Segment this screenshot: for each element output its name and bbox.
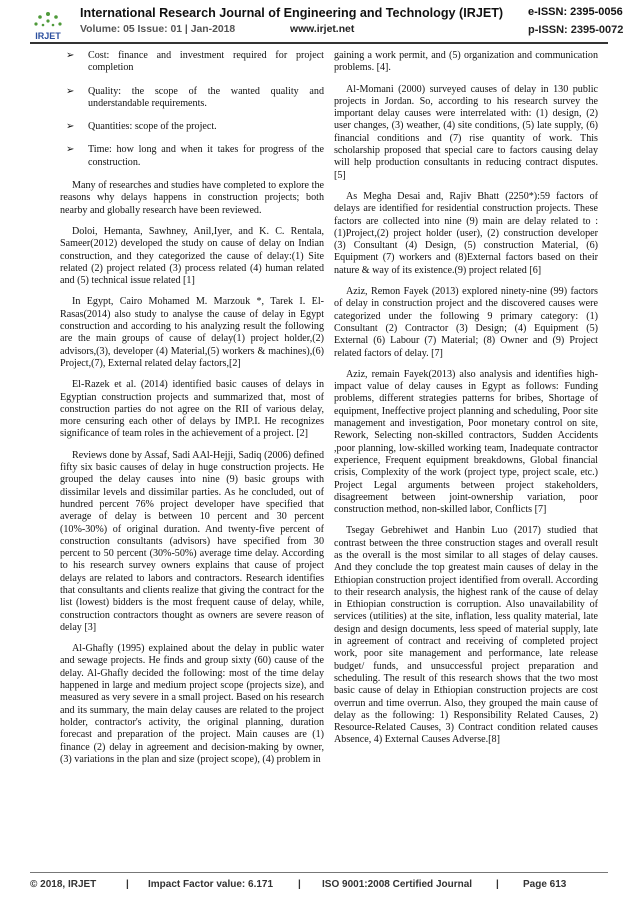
arrow-bullet-icon: ➢ (66, 50, 75, 61)
volume-issue: Volume: 05 Issue: 01 | Jan-2018 (80, 24, 236, 35)
header-divider (30, 42, 608, 44)
arrow-bullet-icon: ➢ (66, 85, 75, 97)
footer-separator: | (298, 879, 301, 890)
footer-separator: | (126, 879, 129, 890)
bullet-item (60, 121, 324, 133)
paragraph: Al-Momani (2000) surveyed causes of delay in 130 public projects in Jordan. So, according to his research survey the important delay causes were interrelated with: (1) design, (2) user changes, (3) weather, (4) site conditions, (5) late supply, (6) financial conditions and (7) rise quantity of work. This scholarship proposed that special care to factors causing delay will help production consultants in reducing contract disputes. [5] (334, 83, 598, 181)
logo-text: IRJET (35, 31, 61, 41)
bullet-item (60, 86, 324, 111)
bullet-text: Cost: finance and investment required for project completion (88, 50, 324, 74)
website-link[interactable]: www.irjet.net (290, 24, 355, 35)
iso-certification: ISO 9001:2008 Certified Journal (322, 879, 473, 890)
paragraph: Reviews done by Assaf, Sadi AAl-Hejji, Sadiq (2006) defined fifty six basic causes of delay in huge construction projects. He grouped the delay causes into nine (9) basic groups with dissimilar levels and dissimilar parties. As he concluded, out of hundred percent 76% project developer have specified that average of delay is between 10 percent and 30 percent (10%-30%) of original duration. And twenty-five percent of construction consultants (advisors) have specified from 30 percent to 50 percent (30%-50%) average time delay. According to his research survey owners explains that cause of project delays are related to labors and contractors. Research identifies that consultants and clients realize that giving the contract for the list (lowest) bidders is the most frequent cause of delay, while, construction contractors thought as owners are severe reason of delay [3] (60, 449, 324, 633)
paragraph-continued: gaining a work permit, and (5) organization and communication problems. [4]. (334, 50, 598, 74)
paragraph: Al-Ghafly (1995) explained about the delay in public water and sewage projects. He finds and group sixty (60) cause of the delay. Al-Ghafly decided the following: most of the time delay happened in large and medium project scope (projects size), and measured as very severe in a small project. Based on his research and its summary, the main delay causes are related to the project holder, contractor's activity, the original planning, duration forecast and preparation of the project. Main causes are (1) finance (2) delay in agreement and decision-making by owner, (3) variations in the plan and size (project scope), (4) problem in (60, 643, 324, 765)
copyright: © 2018, IRJET (30, 879, 97, 890)
paragraph: Many of researches and studies have completed to explore the reasons why delays happens in construction projects; both nearby and globally research have been reviewed. (60, 180, 324, 216)
journal-title-row (80, 6, 623, 20)
page-number: Page 613 (523, 879, 567, 890)
arrow-bullet-icon: ➢ (66, 144, 75, 156)
paragraph: In Egypt, Cairo Mohamed M. Marzouk *, Tarek I. El-Rasas(2014) also study to analyse the cause of delay in Egypt construction and according to his analyzing result the following are the main groups of cause of delay(1) project holder,(2) advisors,(3), developer (4) Material,(5) workers & machines),(6) Project,(7), External related delay factors,[2] (60, 296, 324, 369)
paragraph: El-Razek et al. (2014) identified basic causes of delays in Egyptian construction projects and summarized that, most of construction parties do not agree on the RII of various delay, more censuring each other of delays by IMP.I. He recognizes significance of team roles in the achievement of a project. [2] (60, 379, 324, 440)
journal-subtitle-row (80, 24, 624, 36)
bullet-text: Quality: the scope of the wanted quality and understandable requirements. (88, 85, 324, 109)
journal-name: International Research Journal of Engineering and Technology (IRJET) (80, 6, 504, 20)
bullet-item (60, 50, 324, 75)
bullet-text: Time: how long and when it takes for progress of the construction. (88, 144, 324, 168)
irjet-logo (30, 10, 66, 44)
footer-separator: | (496, 879, 499, 890)
impact-factor: Impact Factor value: 6.171 (148, 879, 274, 890)
paragraph: Aziz, remain Fayek(2013) also analysis and identifies high-impact value of delay causes in Egypt as follows: Funding problems, different strategies patterns for bribes, Shortage of equipment, Ineffective project planning and scheduling, Poor site management and investigation, Poor monetary control on site, Rework, Selecting non-skilled contractors, Sudden Accidents ,poor planning, low-skilled working team, Inadequate contractor experience, Frequent equipment breakdowns, Global financial crisis, Complexity of the work (project type, project scale, etc.) Project Legal arguments between project stakeholders, disagreement between joint-ownership variation, poor construction method, non-skilled labor, Conflicts [7] (334, 368, 598, 516)
bullet-text: Quantities: scope of the project. (88, 121, 217, 133)
paragraph: Doloi, Hemanta, Sawhney, Anil,Iyer, and K. C. Rentala, Sameer(2012) developed the study on cause of delay on Indian construction, and they categorized the cause of delay:(1) Site related (2) project related (3) process related (4) human related and (5) technical issue related [1] (60, 225, 324, 287)
footer-divider (30, 872, 608, 873)
paragraph: Aziz, Remon Fayek (2013) explored ninety-nine (99) factors of delay in construction project and the discovered causes were categorized under the following 9 primary category: (1) Consultant (2) Contractor (3) Design; (4) Equipment (5) External (6) Labour (7) Material; (8) Owner and (9) Project related factors of delay. [7] (334, 286, 598, 359)
bullet-item (60, 144, 324, 169)
left-column (60, 50, 324, 775)
right-column (334, 50, 598, 756)
p-issn: p-ISSN: 2395-0072 (528, 24, 624, 36)
paragraph: As Megha Desai and, Rajiv Bhatt (2250*):59 factors of delays are identified for residential construction projects. These factors are collected into nine (9) main are delay related to : (1)Project,(2) project holder (user), (2) construction developer (3) Consultant (4) Design, (5) construction Material, (6) Equipment (7) workers and (8)External factors based on their nature & way of its existence.(9) project related [6] (334, 190, 598, 276)
paragraph: Tsegay Gebrehiwet and Hanbin Luo (2017) studied that contrast between the three construction stages and overall result as the overall is the most similar to all stages of delay causes. And they conclude the top greatest main causes of delay in the Ethiopian construction project identified from overall. According to their research analysis, the highest rank of the cause of delay in Ethiopian construction is corruption. Also unavailability of services (utilities) at the site, inflation, less quality material, late design and design documents, less speed of material supply, late in agreement of contract and receiving of completed project work, poor site management and performance, late release budget/ funds, and unsuccessful project preparation and scheduling. The result of this research shows that the two most basic cause of delay in Ethiopian construction projects are cost overrun and time overrun. Also, they grouped the main cause of delay as the following: 1) Responsibility Related Causes, 2) Resource-Related Causes, 3) Contract condition related causes Absence, 4) External Causes Adverse.[8] (334, 525, 598, 746)
arrow-bullet-icon: ➢ (66, 121, 75, 133)
e-issn: e-ISSN: 2395-0056 (528, 6, 623, 18)
